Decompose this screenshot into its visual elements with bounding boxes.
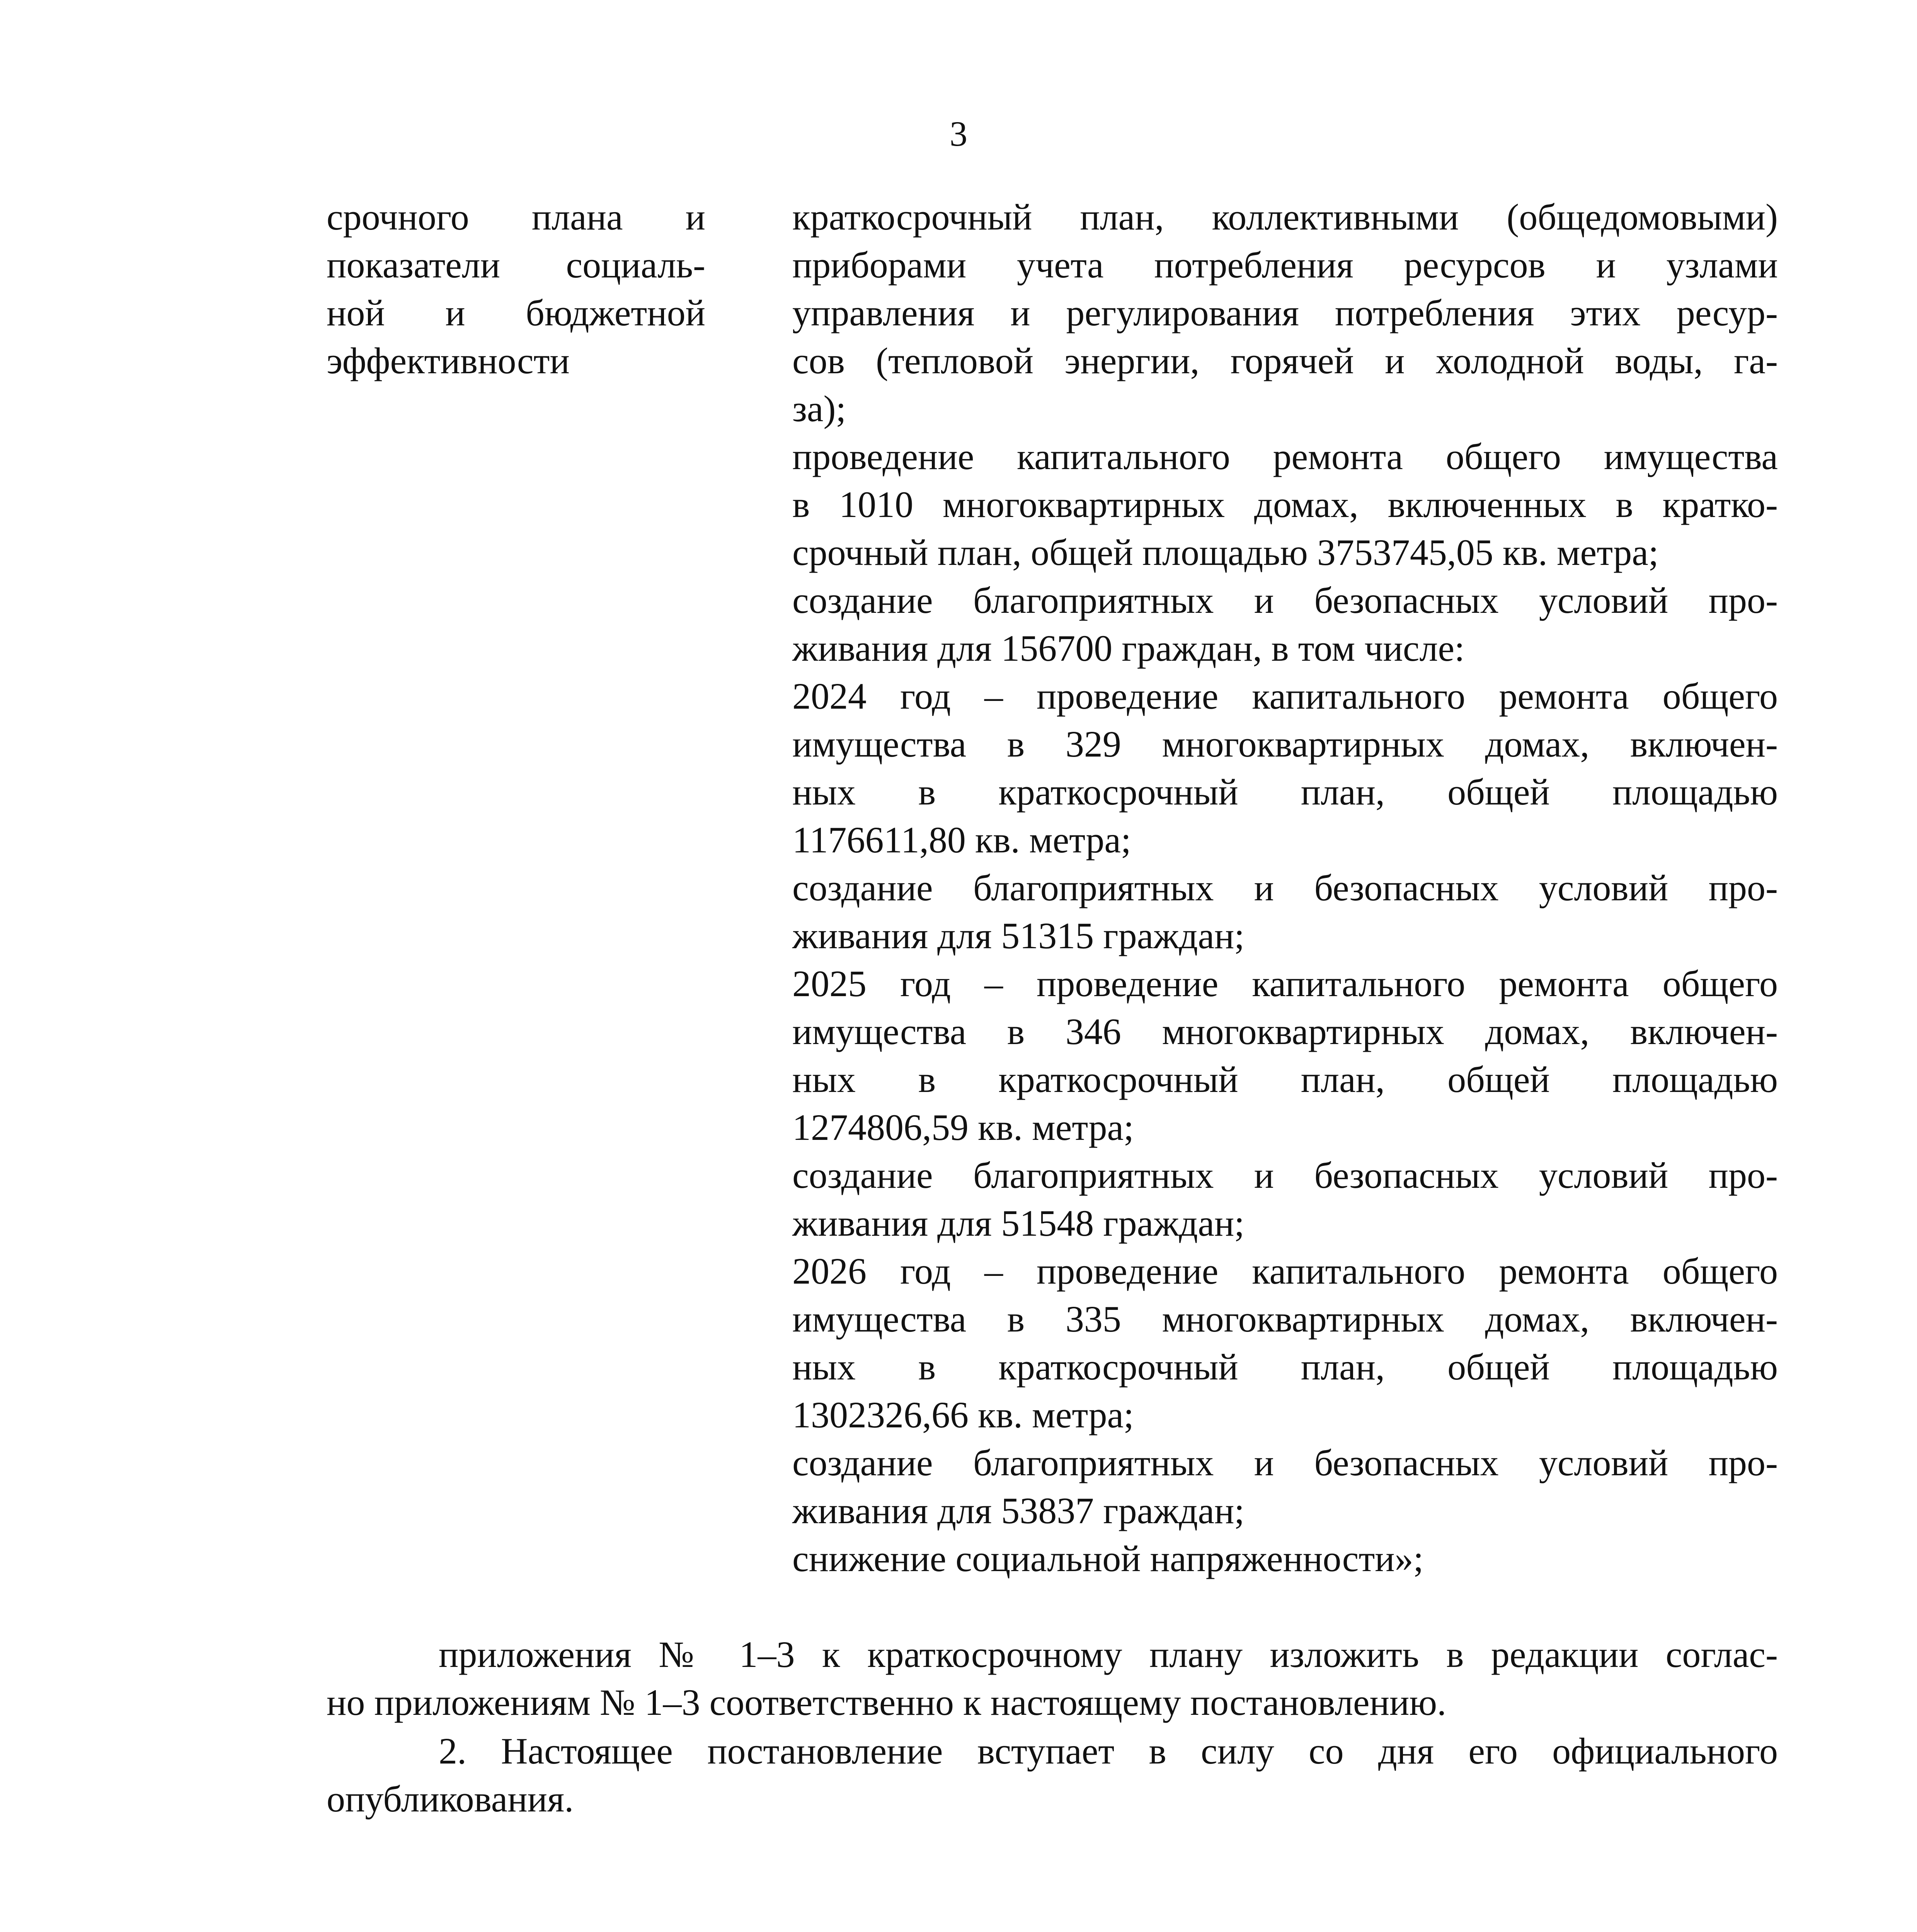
right-column-line: создание благоприятных и безопасных условий про- — [792, 1442, 1778, 1483]
right-column-line: 2025 год – проведение капитального ремонта общего — [792, 963, 1778, 1004]
right-column-line: 1274806,59 кв. метра; — [792, 1107, 1134, 1148]
right-column-line: проведение капитального ремонта общего имущества — [792, 436, 1778, 477]
right-column-line: имущества в 346 многоквартирных домах, включен- — [792, 1011, 1778, 1052]
right-column-line: создание благоприятных и безопасных условий про- — [792, 580, 1778, 621]
left-column — [327, 193, 705, 385]
right-column-line: 2026 год – проведение капитального ремонта общего — [792, 1250, 1778, 1292]
right-column-line: в 1010 многоквартирных домах, включенных в кратко- — [792, 484, 1778, 525]
right-column-line: создание благоприятных и безопасных условий про- — [792, 867, 1778, 908]
right-column-line: снижение социальной напряженности»; — [792, 1538, 1424, 1579]
right-column-line: 1302326,66 кв. метра; — [792, 1394, 1134, 1435]
left-column-line: срочного плана и — [327, 196, 705, 238]
right-column-line: создание благоприятных и безопасных условий про- — [792, 1155, 1778, 1196]
right-column-line: живания для 51315 граждан; — [792, 915, 1245, 956]
paragraph-line: 2. Настоящее постановление вступает в силу со дня его официального — [439, 1730, 1778, 1772]
right-column-line: краткосрочный план, коллективными (общедомовыми) — [792, 196, 1778, 238]
paragraph-line: опубликования. — [327, 1778, 574, 1820]
right-column-line: управления и регулирования потребления этих ресур- — [792, 292, 1778, 333]
right-column-line: срочный план, общей площадью 3753745,05 кв. метра; — [792, 532, 1659, 573]
paragraph-line: приложения № 1–3 к краткосрочному плану изложить в редакции соглас- — [439, 1634, 1778, 1675]
paragraph-line: но приложениям № 1–3 соответственно к настоящему постановлению. — [327, 1682, 1447, 1723]
right-column-line: живания для 53837 граждан; — [792, 1490, 1245, 1531]
right-column-line: живания для 156700 граждан, в том числе: — [792, 628, 1465, 669]
right-column-line: живания для 51548 граждан; — [792, 1202, 1245, 1244]
paragraph-effective-date — [327, 1727, 1778, 1823]
paragraph-appendices — [327, 1631, 1778, 1726]
right-column-line: 1176611,80 кв. метра; — [792, 819, 1131, 861]
right-column-line: ных в краткосрочный план, общей площадью — [792, 771, 1778, 813]
right-column-line: 2024 год – проведение капитального ремонта общего — [792, 675, 1778, 717]
right-column-line: ных в краткосрочный план, общей площадью — [792, 1059, 1778, 1100]
right-column-line: имущества в 335 многоквартирных домах, включен- — [792, 1298, 1778, 1340]
right-column-line: приборами учета потребления ресурсов и узлами — [792, 244, 1778, 286]
left-column-line: эффективности — [327, 340, 570, 381]
right-column — [792, 193, 1778, 1583]
left-column-line: показатели социаль- — [327, 244, 705, 286]
right-column-line: за); — [792, 388, 846, 429]
right-column-line: имущества в 329 многоквартирных домах, включен- — [792, 723, 1778, 765]
right-column-line: ных в краткосрочный план, общей площадью — [792, 1346, 1778, 1388]
page-number: 3 — [950, 114, 967, 153]
right-column-line: сов (тепловой энергии, горячей и холодной воды, га- — [792, 340, 1778, 381]
left-column-line: ной и бюджетной — [327, 292, 705, 333]
